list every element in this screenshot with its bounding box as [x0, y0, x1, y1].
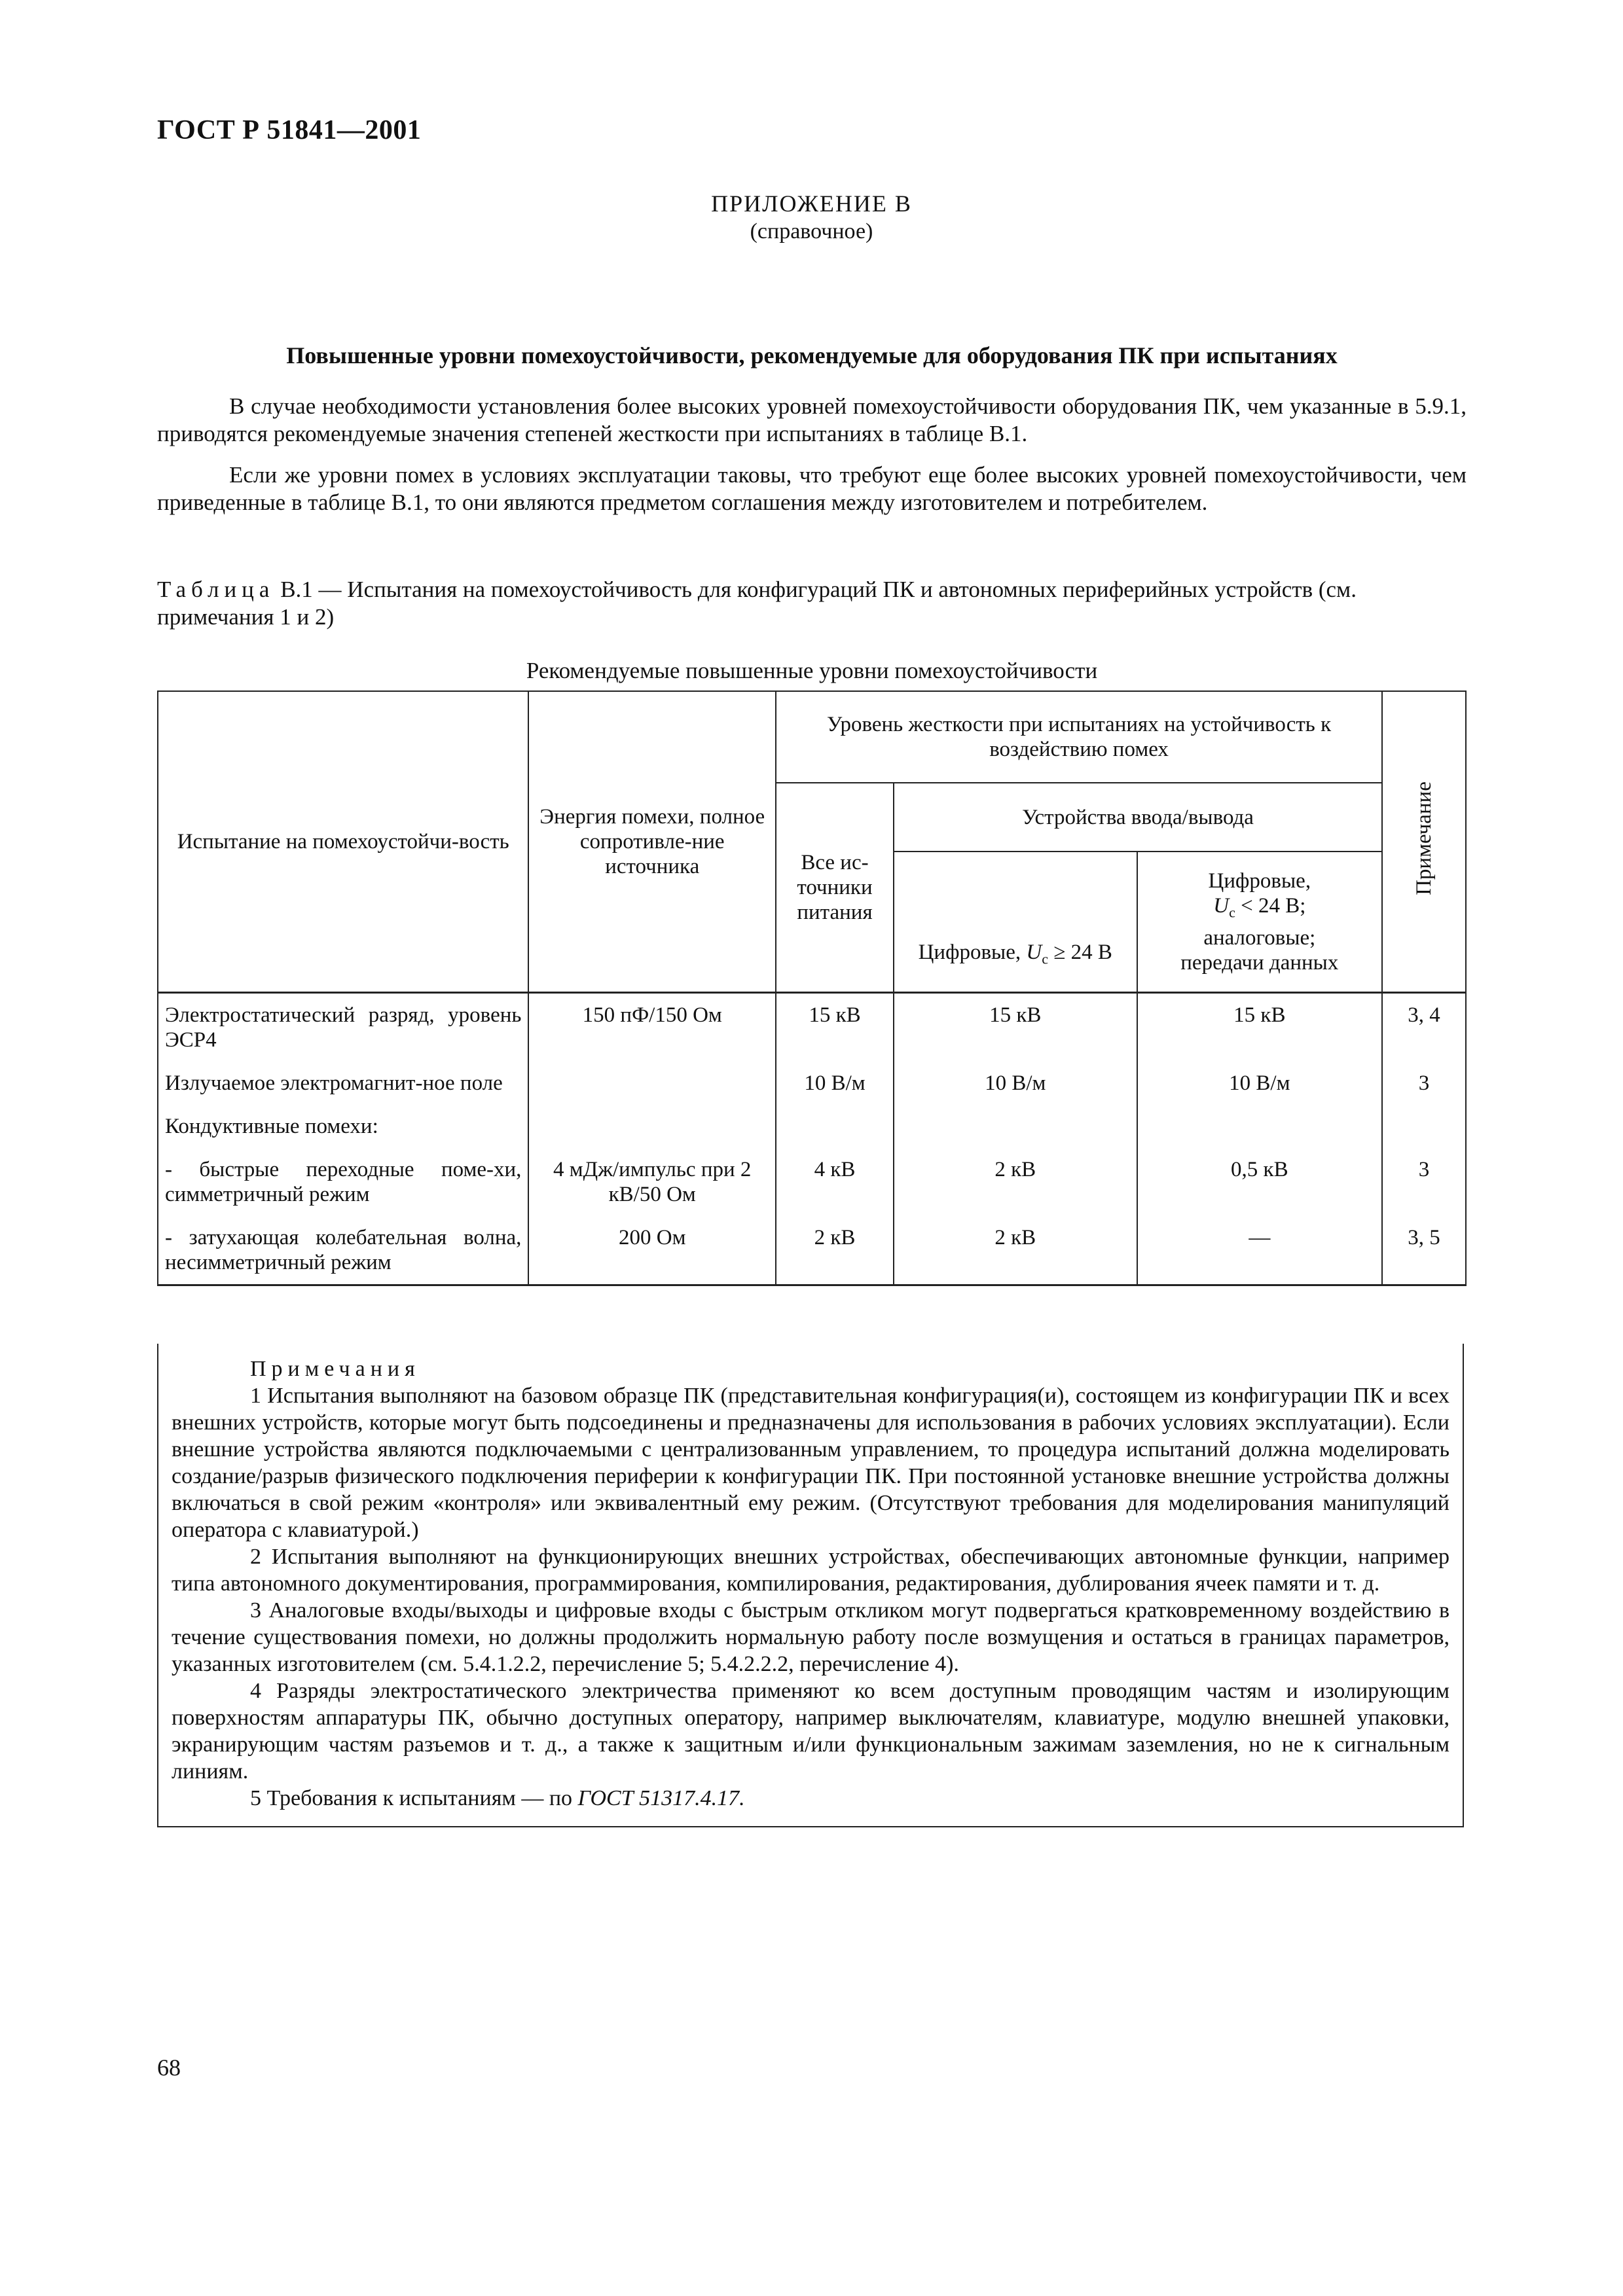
table-row: Излучаемое электромагнит-ное поле 10 В/м 10 В/м 10 В/м 3 — [158, 1062, 1466, 1105]
header-digital-ge-24: Цифровые, $U_c \ge 24$ В — [894, 852, 1137, 992]
appendix-subtitle: (справочное) — [750, 219, 873, 243]
table-caption — [157, 576, 1467, 631]
table-notes — [157, 1344, 1464, 1827]
table-caption-text: В.1 — Испытания на помехоустойчивость для конфигураций ПК и автономных периферийных устройств (см. примечания 1 и 2) — [157, 577, 1357, 630]
header-energy: Энергия помехи, полное сопротивле-ние источника — [528, 691, 776, 992]
intro-paragraph-2 — [157, 461, 1467, 516]
note-item: 3 Аналоговые входы/выходы и цифровые входы с быстрым откликом могут подвергаться кратковременному воздействию в течение существования помехи, но должны продолжить нормальную работу после возмущения и остаться в границах параметров, указанных изготовителем (см. 5.4.1.2.2, перечисление 5; 5.4.2.2.2, перечисление 4). — [172, 1598, 1450, 1676]
header-test: Испытание на помехоустойчи-вость — [158, 691, 528, 992]
notes-title: Примечания — [250, 1357, 420, 1381]
intro-paragraph-1 — [157, 393, 1467, 448]
table-row: - затухающая колебательная волна, несимметричный режим 200 Ом 2 кВ 2 кВ — 3, 5 — [158, 1216, 1466, 1285]
header-note: Примечание — [1382, 691, 1466, 992]
note-item: 1 Испытания выполняют на базовом образце ПК (представительная конфигурация(и), состоящем из конфигурации ПК и всех внешних устройств, которые могут быть подсоединены и предназначены для использования в рабочих условиях эксплуатации). Если внешние устройства являются подключаемыми с централизованным управлением, то процедура испытаний должна моделировать создание/разрыв физического подключения периферии к конфигурации ПК. При постоянной установке внешние устройства должны включаться в свой режим «контроля» или эквивалентный ему режим. (Отсутствуют требования для моделирования манипуляций оператора с клавиатурой.) — [172, 1384, 1450, 1542]
header-io-devices: Устройства ввода/вывода — [894, 783, 1382, 852]
table-caption-label: Таблица — [157, 577, 275, 602]
appendix-title: ПРИЛОЖЕНИЕ В — [711, 190, 912, 217]
table-row: Кондуктивные помехи: — [158, 1105, 1466, 1148]
standard-code: ГОСТ Р 51841—2001 — [157, 115, 422, 145]
header-level: Уровень жесткости при испытаниях на устойчивость к воздействию помех — [776, 691, 1382, 783]
page-number: 68 — [157, 2054, 181, 2081]
interference-table — [157, 691, 1467, 1286]
note-item: 5 Требования к испытаниям — по ГОСТ 51317.4.17. — [250, 1786, 745, 1810]
note-item: 4 Разряды электростатического электричества применяют ко всем доступным проводящим частям и изолирующим поверхностям аппаратуры ПК, обычно доступных оператору, например выключателям, клавиатуре, модулю внешней упаковки, экранирующим частям разъемов и т. д., а также к защитным и/или функциональным зажимам заземления, но не к сигнальным линиям. — [172, 1679, 1450, 1784]
table-row: - быстрые переходные поме-хи, симметричный режим 4 мДж/импульс при 2 кВ/50 Ом 4 кВ 2 кВ 0,5 кВ 3 — [158, 1148, 1466, 1216]
table-row: Электростатический разряд, уровень ЭСР4 150 пФ/150 Ом 15 кВ 15 кВ 15 кВ 3, 4 — [158, 992, 1466, 1062]
table-heading: Рекомендуемые повышенные уровни помехоустойчивости — [526, 658, 1098, 683]
standard-reference: ГОСТ 51317.4.17. — [577, 1786, 745, 1810]
header-all-sources: Все ис-точники питания — [776, 783, 894, 992]
paragraph-text: В случае необходимости установления более высоких уровней помехоустойчивости оборудования ПК, чем указанные в 5.9.1, приводятся рекомендуемые значения степеней жесткости при испытаниях в таблице В.1. — [157, 393, 1467, 446]
header-digital-lt-24: Цифровые, $U_c < 24$ В; аналоговые; передачи данных — [1137, 852, 1383, 992]
paragraph-text: Если же уровни помех в условиях эксплуатации таковы, что требуют еще более высоких уровней помехоустойчивости, чем приведенные в таблице В.1, то они являются предметом соглашения между изготовителем и потребителем. — [157, 462, 1467, 515]
section-title: Повышенные уровни помехоустойчивости, рекомендуемые для оборудования ПК при испытаниях — [286, 342, 1338, 368]
note-item: 2 Испытания выполняют на функционирующих внешних устройствах, обеспечивающих автономные функции, например типа автономного документирования, программирования, компилирования, редактирования, дублирования ячеек памяти и т. д. — [172, 1545, 1450, 1596]
